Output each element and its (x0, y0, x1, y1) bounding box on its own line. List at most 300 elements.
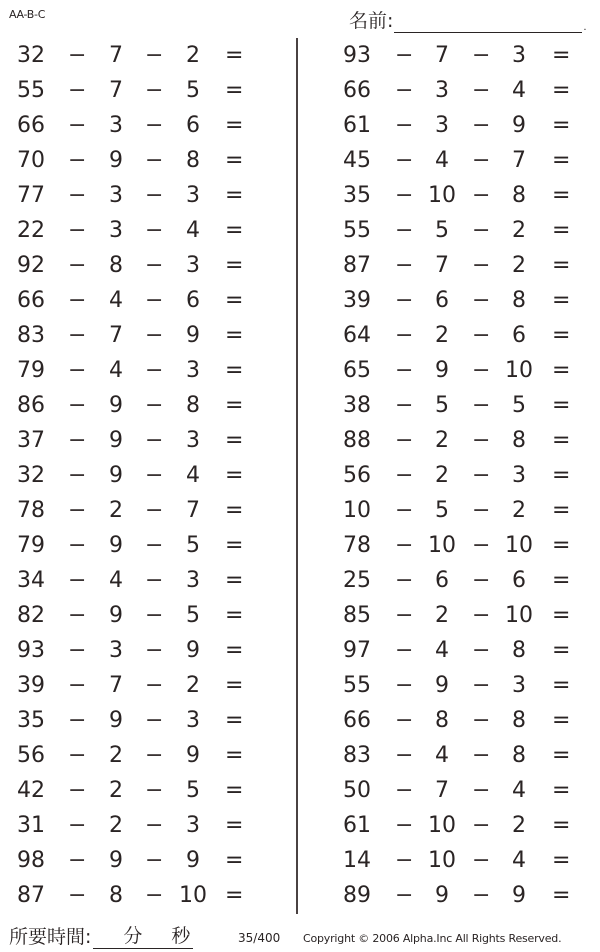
equals-sign: = (552, 498, 571, 523)
subtrahend-1: 2 (435, 428, 449, 453)
minuend: 97 (343, 638, 371, 663)
subtrahend-2: 8 (186, 148, 200, 173)
subtrahend-1: 3 (435, 78, 449, 103)
subtrahend-1: 9 (435, 358, 449, 383)
subtrahend-2: 10 (505, 358, 533, 383)
minuend: 61 (343, 813, 371, 838)
minus-sign: − (145, 463, 164, 488)
minuend: 77 (17, 183, 45, 208)
minuend: 55 (343, 673, 371, 698)
subtrahend-1: 9 (109, 603, 123, 628)
minus-sign: − (68, 743, 87, 768)
equals-sign: = (552, 848, 571, 873)
minus-sign: − (472, 428, 491, 453)
minuend: 66 (17, 113, 45, 138)
minuend: 35 (17, 708, 45, 733)
minus-sign: − (145, 883, 164, 908)
subtrahend-1: 10 (428, 813, 456, 838)
minuend: 55 (17, 78, 45, 103)
equals-sign: = (225, 183, 244, 208)
minuend: 61 (343, 113, 371, 138)
minuend: 65 (343, 358, 371, 383)
minuend: 98 (17, 848, 45, 873)
minus-sign: − (68, 778, 87, 803)
minus-sign: − (472, 218, 491, 243)
equals-sign: = (225, 603, 244, 628)
subtrahend-1: 10 (428, 533, 456, 558)
name-field (349, 6, 587, 33)
minus-sign: − (145, 428, 164, 453)
minuend: 70 (17, 148, 45, 173)
minuend: 88 (343, 428, 371, 453)
subtrahend-2: 8 (512, 428, 526, 453)
minus-sign: − (145, 813, 164, 838)
minus-sign: − (145, 253, 164, 278)
minus-sign: − (145, 603, 164, 628)
subtrahend-1: 2 (109, 498, 123, 523)
minus-sign: − (68, 393, 87, 418)
subtrahend-1: 4 (109, 358, 123, 383)
equals-sign: = (225, 148, 244, 173)
time-input-line[interactable] (93, 926, 193, 949)
subtrahend-2: 4 (186, 218, 200, 243)
subtrahend-1: 4 (435, 638, 449, 663)
subtrahend-2: 5 (186, 778, 200, 803)
subtrahend-2: 9 (186, 743, 200, 768)
minus-sign: − (145, 113, 164, 138)
minuend: 66 (17, 288, 45, 313)
subtrahend-1: 4 (435, 743, 449, 768)
equals-sign: = (552, 708, 571, 733)
subtrahend-2: 2 (512, 498, 526, 523)
minus-sign: − (145, 43, 164, 68)
subtrahend-2: 3 (186, 813, 200, 838)
equals-sign: = (552, 638, 571, 663)
subtrahend-2: 5 (186, 78, 200, 103)
minus-sign: − (395, 323, 414, 348)
subtrahend-2: 3 (186, 708, 200, 733)
subtrahend-2: 7 (512, 148, 526, 173)
equals-sign: = (225, 288, 244, 313)
subtrahend-1: 9 (109, 708, 123, 733)
subtrahend-2: 3 (186, 358, 200, 383)
minus-sign: − (472, 43, 491, 68)
subtrahend-1: 3 (109, 638, 123, 663)
subtrahend-1: 9 (109, 533, 123, 558)
minus-sign: − (145, 78, 164, 103)
subtrahend-1: 9 (435, 883, 449, 908)
equals-sign: = (225, 43, 244, 68)
minus-sign: − (145, 708, 164, 733)
subtrahend-1: 7 (109, 78, 123, 103)
subtrahend-1: 2 (435, 603, 449, 628)
subtrahend-2: 5 (186, 603, 200, 628)
minus-sign: − (145, 183, 164, 208)
equals-sign: = (552, 673, 571, 698)
minus-sign: − (395, 743, 414, 768)
equals-sign: = (225, 533, 244, 558)
minuend: 87 (343, 253, 371, 278)
minus-sign: − (395, 148, 414, 173)
minus-sign: − (472, 323, 491, 348)
subtrahend-1: 6 (435, 568, 449, 593)
minus-sign: − (395, 253, 414, 278)
minus-sign: − (472, 463, 491, 488)
subtrahend-2: 8 (512, 708, 526, 733)
minuend: 38 (343, 393, 371, 418)
minuend: 86 (17, 393, 45, 418)
minus-sign: − (68, 218, 87, 243)
minus-sign: − (395, 813, 414, 838)
name-label: 名前: (349, 10, 394, 32)
minus-sign: − (395, 603, 414, 628)
equals-sign: = (225, 498, 244, 523)
equals-sign: = (225, 813, 244, 838)
minutes-unit: 分 (123, 925, 143, 947)
subtrahend-2: 2 (512, 253, 526, 278)
equals-sign: = (552, 183, 571, 208)
minus-sign: − (472, 743, 491, 768)
minus-sign: − (68, 498, 87, 523)
subtrahend-2: 4 (186, 463, 200, 488)
equals-sign: = (552, 113, 571, 138)
subtrahend-1: 8 (109, 253, 123, 278)
minuend: 37 (17, 428, 45, 453)
equals-sign: = (552, 43, 571, 68)
minuend: 92 (17, 253, 45, 278)
minuend: 39 (343, 288, 371, 313)
equals-sign: = (552, 218, 571, 243)
subtrahend-2: 8 (512, 743, 526, 768)
minuend: 78 (343, 533, 371, 558)
minus-sign: − (395, 533, 414, 558)
subtrahend-1: 4 (435, 148, 449, 173)
minus-sign: − (395, 708, 414, 733)
minus-sign: − (68, 463, 87, 488)
minuend: 83 (343, 743, 371, 768)
minuend: 87 (17, 883, 45, 908)
subtrahend-1: 9 (109, 393, 123, 418)
equals-sign: = (552, 323, 571, 348)
subtrahend-2: 9 (512, 883, 526, 908)
minus-sign: − (68, 358, 87, 383)
minuend: 56 (343, 463, 371, 488)
subtrahend-2: 10 (505, 603, 533, 628)
subtrahend-1: 3 (435, 113, 449, 138)
minuend: 14 (343, 848, 371, 873)
subtrahend-2: 10 (505, 533, 533, 558)
minus-sign: − (145, 358, 164, 383)
minuend: 45 (343, 148, 371, 173)
subtrahend-2: 9 (186, 848, 200, 873)
subtrahend-1: 2 (435, 463, 449, 488)
minuend: 82 (17, 603, 45, 628)
minus-sign: − (68, 813, 87, 838)
minus-sign: − (145, 673, 164, 698)
subtrahend-2: 3 (186, 568, 200, 593)
equals-sign: = (552, 463, 571, 488)
minus-sign: − (68, 638, 87, 663)
minus-sign: − (395, 358, 414, 383)
minuend: 22 (17, 218, 45, 243)
minuend: 79 (17, 533, 45, 558)
subtrahend-1: 9 (109, 463, 123, 488)
name-input-line[interactable] (394, 12, 582, 33)
equals-sign: = (552, 778, 571, 803)
subtrahend-2: 8 (186, 393, 200, 418)
subtrahend-1: 9 (109, 428, 123, 453)
minus-sign: − (145, 148, 164, 173)
minus-sign: − (472, 358, 491, 383)
minus-sign: − (472, 253, 491, 278)
minus-sign: − (145, 498, 164, 523)
minuend: 10 (343, 498, 371, 523)
minus-sign: − (145, 743, 164, 768)
equals-sign: = (225, 463, 244, 488)
subtrahend-1: 9 (109, 148, 123, 173)
minus-sign: − (472, 708, 491, 733)
subtrahend-2: 2 (512, 813, 526, 838)
subtrahend-2: 2 (186, 43, 200, 68)
minus-sign: − (395, 568, 414, 593)
minus-sign: − (68, 428, 87, 453)
equals-sign: = (225, 568, 244, 593)
subtrahend-1: 6 (435, 288, 449, 313)
equals-sign: = (225, 393, 244, 418)
minuend: 93 (17, 638, 45, 663)
minus-sign: − (145, 323, 164, 348)
minuend: 31 (17, 813, 45, 838)
minus-sign: − (145, 288, 164, 313)
minuend: 85 (343, 603, 371, 628)
subtrahend-2: 6 (186, 113, 200, 138)
subtrahend-2: 8 (512, 183, 526, 208)
minus-sign: − (395, 463, 414, 488)
minus-sign: − (395, 778, 414, 803)
minus-sign: − (68, 533, 87, 558)
minus-sign: − (395, 113, 414, 138)
minus-sign: − (472, 568, 491, 593)
minuend: 35 (343, 183, 371, 208)
minus-sign: − (472, 183, 491, 208)
equals-sign: = (225, 113, 244, 138)
subtrahend-2: 5 (186, 533, 200, 558)
subtrahend-2: 3 (186, 428, 200, 453)
equals-sign: = (225, 708, 244, 733)
equals-sign: = (225, 253, 244, 278)
minus-sign: − (472, 148, 491, 173)
minus-sign: − (145, 568, 164, 593)
subtrahend-1: 2 (109, 813, 123, 838)
equals-sign: = (552, 358, 571, 383)
minuend: 56 (17, 743, 45, 768)
subtrahend-1: 3 (109, 183, 123, 208)
minuend: 34 (17, 568, 45, 593)
time-taken-field (9, 922, 193, 949)
minus-sign: − (68, 78, 87, 103)
minuend: 32 (17, 43, 45, 68)
minuend: 39 (17, 673, 45, 698)
subtrahend-2: 5 (512, 393, 526, 418)
subtrahend-1: 7 (435, 253, 449, 278)
name-end-mark: . (583, 22, 587, 33)
minus-sign: − (472, 883, 491, 908)
subtrahend-1: 3 (109, 113, 123, 138)
subtrahend-2: 6 (512, 568, 526, 593)
equals-sign: = (552, 428, 571, 453)
minuend: 50 (343, 778, 371, 803)
minus-sign: − (395, 393, 414, 418)
subtrahend-1: 4 (109, 288, 123, 313)
minus-sign: − (145, 778, 164, 803)
minus-sign: − (395, 428, 414, 453)
minuend: 93 (343, 43, 371, 68)
column-divider (296, 38, 298, 914)
equals-sign: = (552, 533, 571, 558)
subtrahend-2: 6 (512, 323, 526, 348)
subtrahend-2: 3 (186, 253, 200, 278)
worksheet-code: AA-B-C (9, 8, 46, 21)
minus-sign: − (395, 638, 414, 663)
seconds-unit: 秒 (171, 925, 191, 947)
subtrahend-2: 4 (512, 78, 526, 103)
minus-sign: − (395, 673, 414, 698)
minus-sign: − (472, 603, 491, 628)
equals-sign: = (225, 78, 244, 103)
minus-sign: − (395, 78, 414, 103)
minus-sign: − (68, 603, 87, 628)
minuend: 79 (17, 358, 45, 383)
minuend: 42 (17, 778, 45, 803)
minus-sign: − (68, 568, 87, 593)
equals-sign: = (225, 323, 244, 348)
minuend: 66 (343, 708, 371, 733)
subtrahend-2: 3 (512, 673, 526, 698)
subtrahend-1: 4 (109, 568, 123, 593)
minus-sign: − (68, 148, 87, 173)
minuend: 83 (17, 323, 45, 348)
minus-sign: − (68, 43, 87, 68)
subtrahend-1: 7 (109, 673, 123, 698)
minus-sign: − (145, 218, 164, 243)
subtrahend-1: 2 (435, 323, 449, 348)
equals-sign: = (225, 218, 244, 243)
minus-sign: − (395, 288, 414, 313)
subtrahend-2: 3 (512, 463, 526, 488)
minus-sign: − (68, 708, 87, 733)
minus-sign: − (145, 638, 164, 663)
equals-sign: = (225, 883, 244, 908)
subtrahend-1: 9 (435, 673, 449, 698)
subtrahend-2: 7 (186, 498, 200, 523)
subtrahend-1: 2 (109, 743, 123, 768)
equals-sign: = (225, 428, 244, 453)
subtrahend-2: 9 (186, 323, 200, 348)
minuend: 64 (343, 323, 371, 348)
subtrahend-1: 7 (435, 778, 449, 803)
minus-sign: − (68, 253, 87, 278)
minus-sign: − (68, 113, 87, 138)
subtrahend-1: 10 (428, 848, 456, 873)
equals-sign: = (552, 883, 571, 908)
minus-sign: − (472, 813, 491, 838)
minuend: 78 (17, 498, 45, 523)
minus-sign: − (68, 883, 87, 908)
minus-sign: − (395, 183, 414, 208)
minus-sign: − (68, 848, 87, 873)
minuend: 89 (343, 883, 371, 908)
minus-sign: − (472, 113, 491, 138)
equals-sign: = (552, 813, 571, 838)
equals-sign: = (225, 673, 244, 698)
minuend: 55 (343, 218, 371, 243)
subtrahend-2: 2 (512, 218, 526, 243)
minuend: 32 (17, 463, 45, 488)
minus-sign: − (68, 183, 87, 208)
subtrahend-1: 8 (109, 883, 123, 908)
subtrahend-2: 3 (186, 183, 200, 208)
equals-sign: = (552, 288, 571, 313)
subtrahend-1: 5 (435, 498, 449, 523)
time-label: 所要時間: (9, 926, 92, 948)
subtrahend-2: 8 (512, 288, 526, 313)
minus-sign: − (68, 673, 87, 698)
minus-sign: − (395, 218, 414, 243)
subtrahend-1: 3 (109, 218, 123, 243)
page-number: 35/400 (238, 931, 281, 945)
equals-sign: = (552, 78, 571, 103)
subtrahend-1: 7 (109, 323, 123, 348)
minus-sign: − (472, 533, 491, 558)
subtrahend-1: 8 (435, 708, 449, 733)
subtrahend-2: 4 (512, 778, 526, 803)
minus-sign: − (472, 393, 491, 418)
subtrahend-2: 3 (512, 43, 526, 68)
subtrahend-2: 2 (186, 673, 200, 698)
minus-sign: − (68, 288, 87, 313)
minus-sign: − (472, 848, 491, 873)
subtrahend-1: 2 (109, 778, 123, 803)
subtrahend-1: 5 (435, 393, 449, 418)
minus-sign: − (68, 323, 87, 348)
minus-sign: − (395, 498, 414, 523)
minus-sign: − (472, 778, 491, 803)
subtrahend-1: 7 (109, 43, 123, 68)
minus-sign: − (472, 673, 491, 698)
equals-sign: = (225, 848, 244, 873)
minus-sign: − (145, 848, 164, 873)
minus-sign: − (145, 393, 164, 418)
subtrahend-1: 10 (428, 183, 456, 208)
minuend: 25 (343, 568, 371, 593)
equals-sign: = (225, 743, 244, 768)
minus-sign: − (472, 288, 491, 313)
minus-sign: − (395, 848, 414, 873)
subtrahend-1: 5 (435, 218, 449, 243)
subtrahend-1: 9 (109, 848, 123, 873)
equals-sign: = (225, 358, 244, 383)
equals-sign: = (552, 603, 571, 628)
subtrahend-1: 7 (435, 43, 449, 68)
equals-sign: = (552, 743, 571, 768)
equals-sign: = (552, 393, 571, 418)
subtrahend-2: 4 (512, 848, 526, 873)
minus-sign: − (472, 638, 491, 663)
minus-sign: − (395, 43, 414, 68)
subtrahend-2: 8 (512, 638, 526, 663)
minus-sign: − (395, 883, 414, 908)
minus-sign: − (145, 533, 164, 558)
